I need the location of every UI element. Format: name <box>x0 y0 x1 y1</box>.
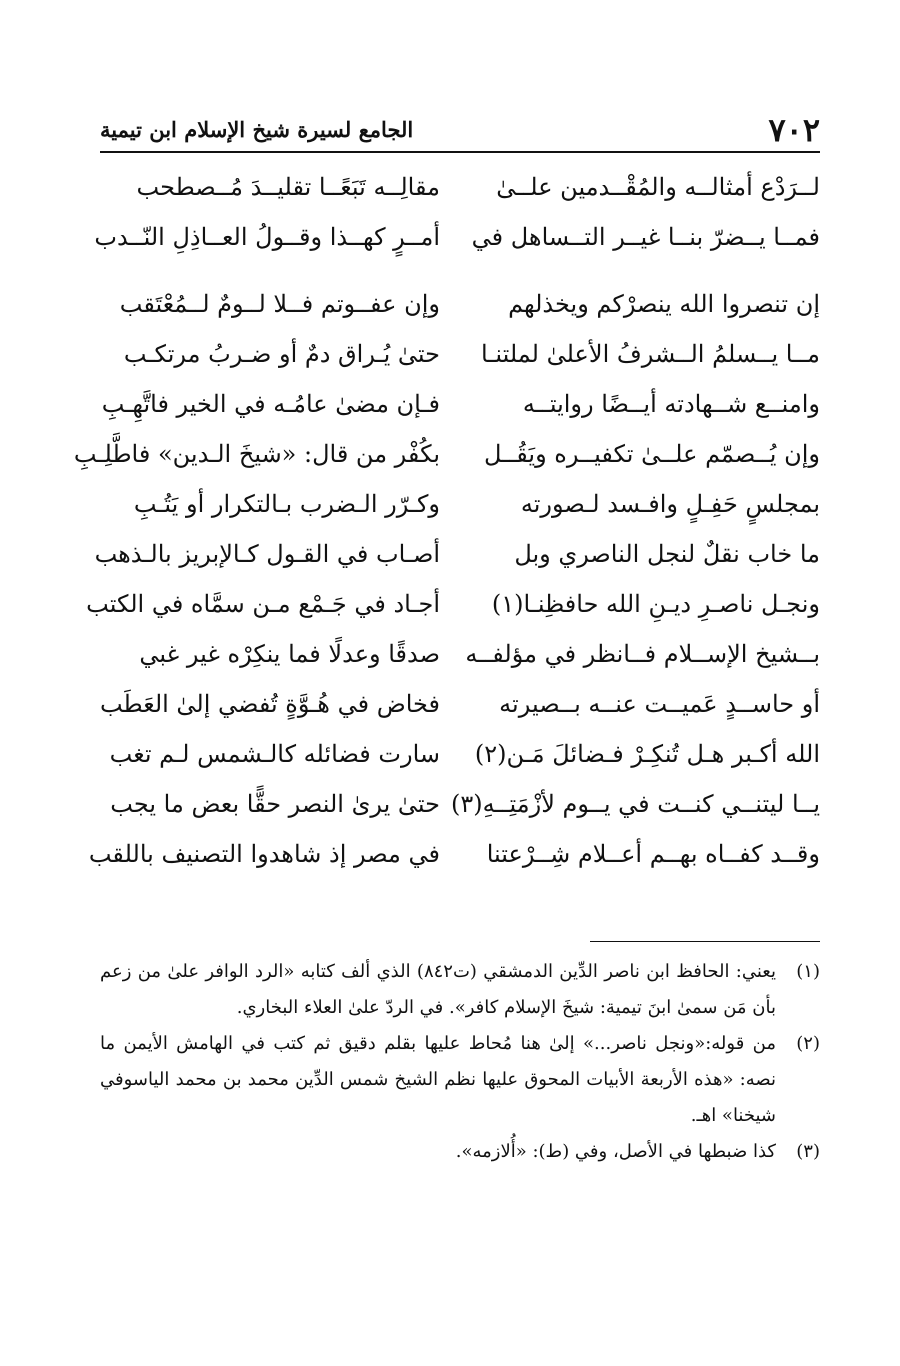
verse-first-hemistich: وقــد كفــاه بهــم أعــلام شِــرْعتنا <box>486 840 820 868</box>
verse-second-hemistich: سارت فضائله كالـشمس لـم تغب <box>109 740 440 768</box>
verse-first-hemistich: الله أكـبر هـل تُنكِـرْ فـضائلَ مَـن(٢) <box>474 740 820 768</box>
verse-first-hemistich: أو حاســدٍ عَميــت عنــه بــصيرته <box>499 690 820 718</box>
verse-first-hemistich: وإن يُــصمّم علــىٰ تكفيــره ويَقُــل <box>484 440 820 468</box>
footnote <box>100 1134 820 1170</box>
verse <box>88 829 820 879</box>
verse-second-hemistich: أصـاب في القـول كـالإبريز بالـذهب <box>94 540 440 568</box>
verse-first-hemistich: يــا ليتنــي كنــت في يــوم لأزْمَتِــهِ(٣) <box>450 790 820 818</box>
footnote-text: كذا ضبطها في الأصل، وفي (ط): «أُلازمه». <box>455 1141 776 1162</box>
header-rule <box>100 151 820 153</box>
verse-first-hemistich: إن تنصروا الله ينصرْكم ويخذلهم <box>508 290 820 318</box>
verse-first-hemistich: بــشيخ الإســلام فــانظر في مؤلفــه <box>465 640 820 668</box>
page-number: ٧٠٢ <box>768 111 820 149</box>
verse-second-hemistich: أجـاد في جَـمْع مـن سمَّاه في الكتب <box>86 590 440 618</box>
verse-second-hemistich: صدقًا وعدلًا فما ينكِرْه غير غبي <box>139 640 440 668</box>
verse-first-hemistich: وامنــع شــهادته أيــضًا روايتــه <box>522 390 820 418</box>
verse <box>100 329 820 379</box>
footnote-number: (٣) <box>796 1141 820 1162</box>
footnote <box>100 1026 820 1134</box>
verse <box>100 729 820 779</box>
verse <box>100 679 820 729</box>
verse <box>100 379 820 429</box>
page-header <box>100 108 820 152</box>
verse-first-hemistich: ونجـل ناصـرِ ديـنِ الله حافظِنـا(١) <box>491 590 820 618</box>
verse-first-hemistich: بمجلسٍ حَفِـلٍ وافـسد لـصورته <box>520 490 820 518</box>
verse <box>100 162 820 212</box>
verse-second-hemistich: حتىٰ يرىٰ النصر حقًّا بعض ما يجب <box>110 790 440 818</box>
verse <box>73 429 820 479</box>
verse-second-hemistich: فـإن مضىٰ عامُـه في الخير فاتَّهِـبِ <box>101 390 440 418</box>
verse <box>86 579 820 629</box>
verse-second-hemistich: مقالِــه تَبَعًــا تقليــدَ مُــصطحب <box>136 173 440 201</box>
verse-first-hemistich: لــرَدْع أمثالــه والمُقْــدمين علــىٰ <box>496 173 820 201</box>
verse-second-hemistich: بكُفْر من قال: «شيخَ الـدين» فاطَّلِـبِ <box>73 440 440 468</box>
verse <box>94 212 820 262</box>
verse <box>94 529 820 579</box>
verse <box>100 479 820 529</box>
verse-second-hemistich: في مصر إذ شاهدوا التصنيف باللقب <box>88 840 440 868</box>
verse-second-hemistich: أمــرٍ كهــذا وقــولُ العــاذِلِ النّــدب <box>94 223 440 251</box>
verse-first-hemistich: ما خاب نقلٌ لنجل الناصري وبل <box>514 540 820 568</box>
footnote-number: (٢) <box>796 1033 820 1054</box>
footnote <box>100 954 820 1026</box>
verse <box>100 279 820 329</box>
running-title: الجامع لسيرة شيخ الإسلام ابن تيمية <box>100 117 414 142</box>
verse-first-hemistich: فمــا يــضرّ بنــا غيــر التــساهل في <box>471 223 820 251</box>
verse-second-hemistich: فخاض في هُـوَّةٍ تُفضي إلىٰ العَطَب <box>99 690 440 718</box>
footnote-separator <box>590 941 820 942</box>
verse <box>100 629 820 679</box>
verse-second-hemistich: وإن عفــوتم فــلا لــومٌ لــمُعْتَقب <box>119 290 440 318</box>
verse-first-hemistich: مــا يــسلمُ الــشرفُ الأعلىٰ لملتنـا <box>481 340 820 368</box>
verse-second-hemistich: وكـرّر الـضرب بـالتكرار أو يَتُـبِ <box>133 490 440 518</box>
verse <box>100 779 820 829</box>
poem <box>73 162 820 879</box>
footnote-text: يعني: الحافظ ابن ناصر الدِّين الدمشقي (ت٨٤٢) الذي ألف كتابه «الرد الوافر علىٰ من زعم بأن مَن سمىٰ ابنَ تيمية: شيخَ الإسلام كافر». في الردّ علىٰ العلاء البخاري. <box>100 961 776 1018</box>
footnote-text: من قوله:«ونجل ناصر...» إلىٰ هنا مُحاط عليها بقلم دقيق ثم كتب في الهامش الأيمن ما نصه: «هذه الأربعة الأبيات المحوق عليها نظم الشيخ شمس الدِّين محمد بن محمد الياسوفي شيخنا» اهـ. <box>100 1033 776 1126</box>
verse-second-hemistich: حتىٰ يُـراق دمٌ أو ضـربُ مرتكـب <box>123 340 440 368</box>
footnotes <box>100 954 820 1170</box>
footnote-number: (١) <box>796 961 820 982</box>
